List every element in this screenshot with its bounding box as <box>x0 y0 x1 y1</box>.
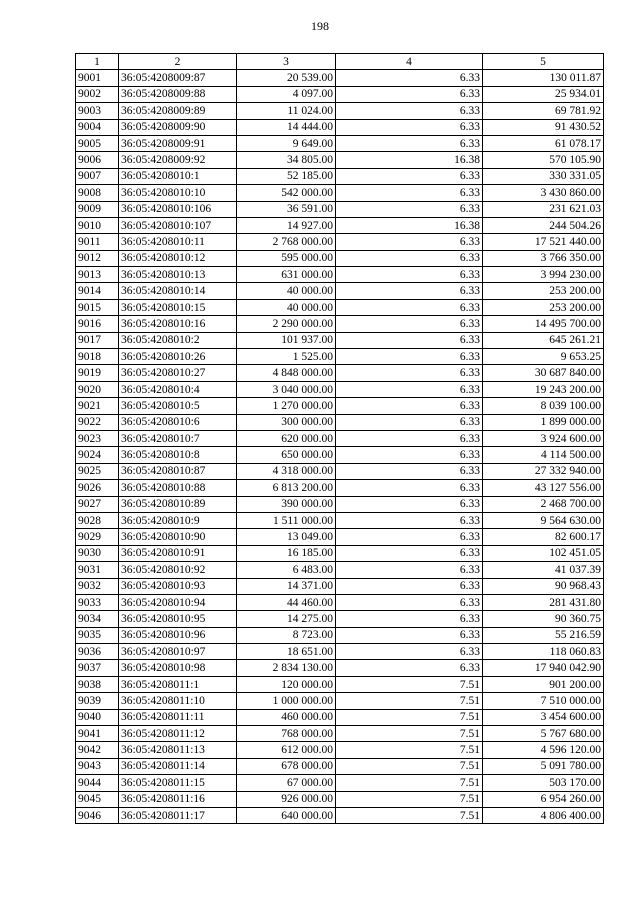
value-cell: 27 332 940.00 <box>483 463 604 479</box>
area-cell: 6 483.00 <box>237 562 336 578</box>
rate-cell: 6.33 <box>336 660 483 676</box>
row-number-cell: 9012 <box>76 250 119 266</box>
row-number-cell: 9028 <box>76 512 119 528</box>
rate-cell: 6.33 <box>336 611 483 627</box>
area-cell: 631 000.00 <box>237 267 336 283</box>
cadastral-number-cell: 36:05:4208010:98 <box>119 660 237 676</box>
value-cell: 244 504.26 <box>483 217 604 233</box>
value-cell: 5 091 780.00 <box>483 758 604 774</box>
row-number-cell: 9040 <box>76 709 119 725</box>
value-cell: 1 899 000.00 <box>483 414 604 430</box>
cadastral-number-cell: 36:05:4208010:91 <box>119 545 237 561</box>
row-number-cell: 9032 <box>76 578 119 594</box>
area-cell: 18 651.00 <box>237 644 336 660</box>
table-row <box>76 332 604 348</box>
header-cell-2: 2 <box>119 54 237 70</box>
row-number-cell: 9015 <box>76 299 119 315</box>
cadastral-number-cell: 36:05:4208010:88 <box>119 480 237 496</box>
rate-cell: 7.51 <box>336 676 483 692</box>
cadastral-number-cell: 36:05:4208011:12 <box>119 726 237 742</box>
table-row <box>76 168 604 184</box>
row-number-cell: 9024 <box>76 447 119 463</box>
rate-cell: 6.33 <box>336 398 483 414</box>
area-cell: 2 768 000.00 <box>237 234 336 250</box>
cadastral-number-cell: 36:05:4208010:4 <box>119 381 237 397</box>
row-number-cell: 9037 <box>76 660 119 676</box>
rate-cell: 6.33 <box>336 545 483 561</box>
cadastral-number-cell: 36:05:4208011:14 <box>119 758 237 774</box>
value-cell: 91 430.52 <box>483 119 604 135</box>
row-number-cell: 9005 <box>76 135 119 151</box>
area-cell: 542 000.00 <box>237 185 336 201</box>
cadastral-number-cell: 36:05:4208010:26 <box>119 349 237 365</box>
value-cell: 3 430 860.00 <box>483 185 604 201</box>
value-cell: 2 468 700.00 <box>483 496 604 512</box>
area-cell: 120 000.00 <box>237 676 336 692</box>
cadastral-number-cell: 36:05:4208010:95 <box>119 611 237 627</box>
rate-cell: 16.38 <box>336 152 483 168</box>
value-cell: 30 687 840.00 <box>483 365 604 381</box>
table-row <box>76 758 604 774</box>
value-cell: 3 924 600.00 <box>483 430 604 446</box>
row-number-cell: 9010 <box>76 217 119 233</box>
header-cell-1: 1 <box>76 54 119 70</box>
table-row <box>76 365 604 381</box>
area-cell: 67 000.00 <box>237 775 336 791</box>
row-number-cell: 9003 <box>76 103 119 119</box>
row-number-cell: 9002 <box>76 86 119 102</box>
area-cell: 14 927.00 <box>237 217 336 233</box>
rate-cell: 6.33 <box>336 103 483 119</box>
area-cell: 460 000.00 <box>237 709 336 725</box>
cadastral-number-cell: 36:05:4208010:92 <box>119 562 237 578</box>
table-row <box>76 807 604 823</box>
rate-cell: 6.33 <box>336 299 483 315</box>
rate-cell: 6.33 <box>336 512 483 528</box>
cadastral-number-cell: 36:05:4208010:10 <box>119 185 237 201</box>
area-cell: 101 937.00 <box>237 332 336 348</box>
row-number-cell: 9045 <box>76 791 119 807</box>
value-cell: 118 060.83 <box>483 644 604 660</box>
value-cell: 14 495 700.00 <box>483 316 604 332</box>
rate-cell: 7.51 <box>336 693 483 709</box>
cadastral-number-cell: 36:05:4208010:8 <box>119 447 237 463</box>
table-row <box>76 267 604 283</box>
area-cell: 40 000.00 <box>237 299 336 315</box>
row-number-cell: 9011 <box>76 234 119 250</box>
rate-cell: 7.51 <box>336 807 483 823</box>
table-row <box>76 349 604 365</box>
area-cell: 34 805.00 <box>237 152 336 168</box>
table-row <box>76 103 604 119</box>
table-row <box>76 726 604 742</box>
value-cell: 17 940 042.90 <box>483 660 604 676</box>
rate-cell: 6.33 <box>336 365 483 381</box>
table-row <box>76 594 604 610</box>
cadastral-number-cell: 36:05:4208010:97 <box>119 644 237 660</box>
row-number-cell: 9006 <box>76 152 119 168</box>
row-number-cell: 9001 <box>76 70 119 86</box>
area-cell: 9 649.00 <box>237 135 336 151</box>
cadastral-number-cell: 36:05:4208011:15 <box>119 775 237 791</box>
area-cell: 1 270 000.00 <box>237 398 336 414</box>
row-number-cell: 9013 <box>76 267 119 283</box>
value-cell: 570 105.90 <box>483 152 604 168</box>
value-cell: 17 521 440.00 <box>483 234 604 250</box>
area-cell: 14 444.00 <box>237 119 336 135</box>
table-row <box>76 660 604 676</box>
rate-cell: 6.33 <box>336 201 483 217</box>
value-cell: 7 510 000.00 <box>483 693 604 709</box>
area-cell: 2 290 000.00 <box>237 316 336 332</box>
area-cell: 595 000.00 <box>237 250 336 266</box>
row-number-cell: 9023 <box>76 430 119 446</box>
rate-cell: 6.33 <box>336 496 483 512</box>
area-cell: 4 097.00 <box>237 86 336 102</box>
value-cell: 130 011.87 <box>483 70 604 86</box>
area-cell: 620 000.00 <box>237 430 336 446</box>
row-number-cell: 9020 <box>76 381 119 397</box>
value-cell: 6 954 260.00 <box>483 791 604 807</box>
area-cell: 390 000.00 <box>237 496 336 512</box>
table-row <box>76 201 604 217</box>
row-number-cell: 9041 <box>76 726 119 742</box>
value-cell: 4 114 500.00 <box>483 447 604 463</box>
cadastral-number-cell: 36:05:4208010:11 <box>119 234 237 250</box>
row-number-cell: 9027 <box>76 496 119 512</box>
area-cell: 650 000.00 <box>237 447 336 463</box>
rate-cell: 6.33 <box>336 185 483 201</box>
cadastral-number-cell: 36:05:4208010:14 <box>119 283 237 299</box>
value-cell: 90 360.75 <box>483 611 604 627</box>
row-number-cell: 9018 <box>76 349 119 365</box>
cadastral-number-cell: 36:05:4208009:88 <box>119 86 237 102</box>
area-cell: 4 848 000.00 <box>237 365 336 381</box>
value-cell: 90 968.43 <box>483 578 604 594</box>
rate-cell: 6.33 <box>336 86 483 102</box>
rate-cell: 6.33 <box>336 644 483 660</box>
value-cell: 25 934.01 <box>483 86 604 102</box>
cadastral-number-cell: 36:05:4208010:1 <box>119 168 237 184</box>
table-row <box>76 250 604 266</box>
value-cell: 281 431.80 <box>483 594 604 610</box>
area-cell: 8 723.00 <box>237 627 336 643</box>
rate-cell: 6.33 <box>336 168 483 184</box>
table-row <box>76 283 604 299</box>
area-cell: 6 813 200.00 <box>237 480 336 496</box>
cadastral-number-cell: 36:05:4208010:94 <box>119 594 237 610</box>
table-row <box>76 775 604 791</box>
row-number-cell: 9026 <box>76 480 119 496</box>
table-row <box>76 135 604 151</box>
table-row <box>76 217 604 233</box>
table-row <box>76 316 604 332</box>
value-cell: 901 200.00 <box>483 676 604 692</box>
row-number-cell: 9009 <box>76 201 119 217</box>
row-number-cell: 9007 <box>76 168 119 184</box>
value-cell: 3 454 600.00 <box>483 709 604 725</box>
table-row <box>76 447 604 463</box>
value-cell: 43 127 556.00 <box>483 480 604 496</box>
table-row <box>76 496 604 512</box>
area-cell: 16 185.00 <box>237 545 336 561</box>
value-cell: 9 564 630.00 <box>483 512 604 528</box>
value-cell: 4 596 120.00 <box>483 742 604 758</box>
area-cell: 1 525.00 <box>237 349 336 365</box>
row-number-cell: 9019 <box>76 365 119 381</box>
value-cell: 69 781.92 <box>483 103 604 119</box>
table-row <box>76 512 604 528</box>
row-number-cell: 9025 <box>76 463 119 479</box>
rate-cell: 6.33 <box>336 627 483 643</box>
area-cell: 20 539.00 <box>237 70 336 86</box>
table-row <box>76 742 604 758</box>
area-cell: 1 511 000.00 <box>237 512 336 528</box>
row-number-cell: 9034 <box>76 611 119 627</box>
row-number-cell: 9043 <box>76 758 119 774</box>
rate-cell: 6.33 <box>336 250 483 266</box>
area-cell: 2 834 130.00 <box>237 660 336 676</box>
row-number-cell: 9044 <box>76 775 119 791</box>
value-cell: 330 331.05 <box>483 168 604 184</box>
table-row <box>76 480 604 496</box>
value-cell: 253 200.00 <box>483 299 604 315</box>
table-row <box>76 644 604 660</box>
rate-cell: 6.33 <box>336 119 483 135</box>
value-cell: 503 170.00 <box>483 775 604 791</box>
value-cell: 8 039 100.00 <box>483 398 604 414</box>
rate-cell: 6.33 <box>336 316 483 332</box>
value-cell: 55 216.59 <box>483 627 604 643</box>
rate-cell: 6.33 <box>336 529 483 545</box>
rate-cell: 6.33 <box>336 135 483 151</box>
row-number-cell: 9004 <box>76 119 119 135</box>
table-row <box>76 545 604 561</box>
row-number-cell: 9039 <box>76 693 119 709</box>
cadastral-number-cell: 36:05:4208011:10 <box>119 693 237 709</box>
row-number-cell: 9022 <box>76 414 119 430</box>
value-cell: 5 767 680.00 <box>483 726 604 742</box>
rate-cell: 6.33 <box>336 562 483 578</box>
page-number: 198 <box>311 19 329 33</box>
table-row <box>76 676 604 692</box>
rate-cell: 6.33 <box>336 480 483 496</box>
area-cell: 11 024.00 <box>237 103 336 119</box>
table-row <box>76 381 604 397</box>
value-cell: 9 653.25 <box>483 349 604 365</box>
table-row <box>76 529 604 545</box>
rate-cell: 6.33 <box>336 349 483 365</box>
table-row <box>76 414 604 430</box>
area-cell: 44 460.00 <box>237 594 336 610</box>
area-cell: 768 000.00 <box>237 726 336 742</box>
table-row <box>76 611 604 627</box>
cadastral-number-cell: 36:05:4208011:13 <box>119 742 237 758</box>
area-cell: 640 000.00 <box>237 807 336 823</box>
cadastral-number-cell: 36:05:4208010:107 <box>119 217 237 233</box>
area-cell: 13 049.00 <box>237 529 336 545</box>
rate-cell: 6.33 <box>336 594 483 610</box>
area-cell: 4 318 000.00 <box>237 463 336 479</box>
table-row <box>76 185 604 201</box>
rate-cell: 6.33 <box>336 447 483 463</box>
row-number-cell: 9035 <box>76 627 119 643</box>
table-row <box>76 430 604 446</box>
value-cell: 231 621.03 <box>483 201 604 217</box>
row-number-cell: 9036 <box>76 644 119 660</box>
header-row <box>76 54 604 70</box>
rate-cell: 7.51 <box>336 758 483 774</box>
cadastral-number-cell: 36:05:4208009:87 <box>119 70 237 86</box>
row-number-cell: 9008 <box>76 185 119 201</box>
cadastral-number-cell: 36:05:4208011:11 <box>119 709 237 725</box>
rate-cell: 7.51 <box>336 791 483 807</box>
cadastral-number-cell: 36:05:4208010:7 <box>119 430 237 446</box>
value-cell: 645 261.21 <box>483 332 604 348</box>
cadastral-number-cell: 36:05:4208010:9 <box>119 512 237 528</box>
header-cell-3: 3 <box>237 54 336 70</box>
rate-cell: 6.33 <box>336 70 483 86</box>
rate-cell: 6.33 <box>336 283 483 299</box>
rate-cell: 6.33 <box>336 381 483 397</box>
rate-cell: 7.51 <box>336 709 483 725</box>
cadastral-number-cell: 36:05:4208010:16 <box>119 316 237 332</box>
table-row <box>76 627 604 643</box>
table-row <box>76 791 604 807</box>
row-number-cell: 9033 <box>76 594 119 610</box>
row-number-cell: 9030 <box>76 545 119 561</box>
cadastral-number-cell: 36:05:4208009:91 <box>119 135 237 151</box>
row-number-cell: 9042 <box>76 742 119 758</box>
value-cell: 41 037.39 <box>483 562 604 578</box>
rate-cell: 7.51 <box>336 726 483 742</box>
row-number-cell: 9016 <box>76 316 119 332</box>
cadastral-number-cell: 36:05:4208010:5 <box>119 398 237 414</box>
row-number-cell: 9046 <box>76 807 119 823</box>
area-cell: 14 275.00 <box>237 611 336 627</box>
cadastral-number-cell: 36:05:4208010:27 <box>119 365 237 381</box>
area-cell: 612 000.00 <box>237 742 336 758</box>
rate-cell: 6.33 <box>336 414 483 430</box>
area-cell: 36 591.00 <box>237 201 336 217</box>
table-row <box>76 152 604 168</box>
row-number-cell: 9021 <box>76 398 119 414</box>
table-body <box>76 70 604 824</box>
cadastral-number-cell: 36:05:4208009:92 <box>119 152 237 168</box>
value-cell: 3 994 230.00 <box>483 267 604 283</box>
rate-cell: 6.33 <box>336 430 483 446</box>
cadastral-number-cell: 36:05:4208010:93 <box>119 578 237 594</box>
cadastral-number-cell: 36:05:4208010:12 <box>119 250 237 266</box>
value-cell: 253 200.00 <box>483 283 604 299</box>
table-row <box>76 709 604 725</box>
row-number-cell: 9038 <box>76 676 119 692</box>
area-cell: 52 185.00 <box>237 168 336 184</box>
value-cell: 3 766 350.00 <box>483 250 604 266</box>
area-cell: 40 000.00 <box>237 283 336 299</box>
area-cell: 300 000.00 <box>237 414 336 430</box>
rate-cell: 6.33 <box>336 463 483 479</box>
rate-cell: 16.38 <box>336 217 483 233</box>
cadastral-number-cell: 36:05:4208011:1 <box>119 676 237 692</box>
table-row <box>76 562 604 578</box>
table-row <box>76 119 604 135</box>
area-cell: 1 000 000.00 <box>237 693 336 709</box>
data-table <box>75 53 604 824</box>
cadastral-number-cell: 36:05:4208009:90 <box>119 119 237 135</box>
rate-cell: 7.51 <box>336 742 483 758</box>
cadastral-number-cell: 36:05:4208010:2 <box>119 332 237 348</box>
rate-cell: 6.33 <box>336 332 483 348</box>
table-row <box>76 86 604 102</box>
table-row <box>76 70 604 86</box>
cadastral-number-cell: 36:05:4208010:96 <box>119 627 237 643</box>
header-cell-5: 5 <box>483 54 604 70</box>
table-row <box>76 693 604 709</box>
value-cell: 102 451.05 <box>483 545 604 561</box>
row-number-cell: 9031 <box>76 562 119 578</box>
rate-cell: 7.51 <box>336 775 483 791</box>
table-row <box>76 234 604 250</box>
table-row <box>76 299 604 315</box>
header-cell-4: 4 <box>336 54 483 70</box>
cadastral-number-cell: 36:05:4208010:106 <box>119 201 237 217</box>
rate-cell: 6.33 <box>336 578 483 594</box>
value-cell: 4 806 400.00 <box>483 807 604 823</box>
table-row <box>76 398 604 414</box>
value-cell: 19 243 200.00 <box>483 381 604 397</box>
row-number-cell: 9029 <box>76 529 119 545</box>
cadastral-number-cell: 36:05:4208010:87 <box>119 463 237 479</box>
rate-cell: 6.33 <box>336 267 483 283</box>
cadastral-number-cell: 36:05:4208011:16 <box>119 791 237 807</box>
area-cell: 678 000.00 <box>237 758 336 774</box>
cadastral-number-cell: 36:05:4208010:90 <box>119 529 237 545</box>
table-row <box>76 463 604 479</box>
cadastral-number-cell: 36:05:4208010:89 <box>119 496 237 512</box>
cadastral-number-cell: 36:05:4208010:13 <box>119 267 237 283</box>
row-number-cell: 9014 <box>76 283 119 299</box>
area-cell: 926 000.00 <box>237 791 336 807</box>
rate-cell: 6.33 <box>336 234 483 250</box>
row-number-cell: 9017 <box>76 332 119 348</box>
cadastral-number-cell: 36:05:4208009:89 <box>119 103 237 119</box>
value-cell: 61 078.17 <box>483 135 604 151</box>
area-cell: 14 371.00 <box>237 578 336 594</box>
area-cell: 3 040 000.00 <box>237 381 336 397</box>
cadastral-number-cell: 36:05:4208010:6 <box>119 414 237 430</box>
cadastral-number-cell: 36:05:4208011:17 <box>119 807 237 823</box>
value-cell: 82 600.17 <box>483 529 604 545</box>
table-row <box>76 578 604 594</box>
cadastral-number-cell: 36:05:4208010:15 <box>119 299 237 315</box>
